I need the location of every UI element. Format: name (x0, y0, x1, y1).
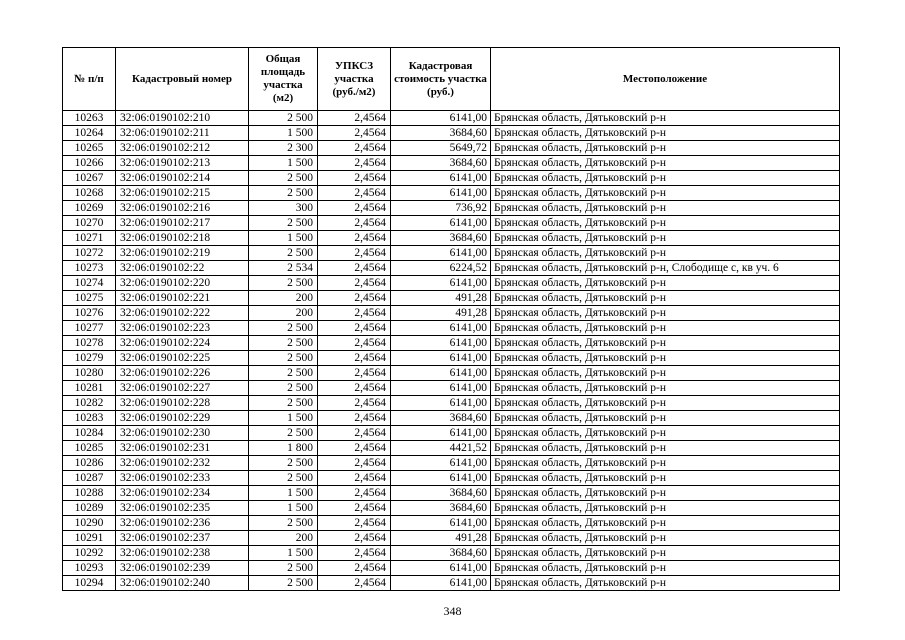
cell-location: Брянская область, Дятьковский р-н (491, 501, 840, 516)
cell-location: Брянская область, Дятьковский р-н (491, 231, 840, 246)
cell-upksz: 2,4564 (318, 546, 391, 561)
cell-cadastral-number: 32:06:0190102:227 (116, 381, 249, 396)
cell-cadastral-cost: 3684,60 (391, 126, 491, 141)
cell-cadastral-cost: 6141,00 (391, 186, 491, 201)
cell-cadastral-number: 32:06:0190102:231 (116, 441, 249, 456)
table-row (63, 306, 840, 321)
cell-upksz: 2,4564 (318, 471, 391, 486)
cell-area: 2 500 (249, 171, 318, 186)
cell-cadastral-number: 32:06:0190102:221 (116, 291, 249, 306)
cell-row-number: 10287 (63, 471, 116, 486)
cell-location: Брянская область, Дятьковский р-н (491, 201, 840, 216)
cell-upksz: 2,4564 (318, 366, 391, 381)
table-row (63, 261, 840, 276)
cell-cadastral-number: 32:06:0190102:213 (116, 156, 249, 171)
cell-cadastral-number: 32:06:0190102:210 (116, 111, 249, 126)
cell-cadastral-cost: 491,28 (391, 531, 491, 546)
cell-cadastral-number: 32:06:0190102:224 (116, 336, 249, 351)
cell-location: Брянская область, Дятьковский р-н (491, 366, 840, 381)
cell-cadastral-number: 32:06:0190102:236 (116, 516, 249, 531)
cell-row-number: 10283 (63, 411, 116, 426)
cell-location: Брянская область, Дятьковский р-н, Слободище с, кв уч. 6 (491, 261, 840, 276)
cell-row-number: 10271 (63, 231, 116, 246)
cell-row-number: 10293 (63, 561, 116, 576)
cell-area: 1 800 (249, 441, 318, 456)
cell-cadastral-cost: 6141,00 (391, 366, 491, 381)
table-row (63, 186, 840, 201)
table-row (63, 411, 840, 426)
cell-location: Брянская область, Дятьковский р-н (491, 246, 840, 261)
table-header (63, 48, 840, 111)
table-row (63, 501, 840, 516)
table-row (63, 171, 840, 186)
cadastral-table (62, 47, 840, 591)
cell-cadastral-number: 32:06:0190102:237 (116, 531, 249, 546)
cell-upksz: 2,4564 (318, 486, 391, 501)
cell-cadastral-number: 32:06:0190102:233 (116, 471, 249, 486)
cell-row-number: 10272 (63, 246, 116, 261)
cell-area: 2 500 (249, 396, 318, 411)
table-row (63, 246, 840, 261)
cell-row-number: 10291 (63, 531, 116, 546)
header-row (63, 48, 840, 111)
cell-cadastral-number: 32:06:0190102:218 (116, 231, 249, 246)
cell-upksz: 2,4564 (318, 141, 391, 156)
cell-row-number: 10270 (63, 216, 116, 231)
cell-area: 2 500 (249, 111, 318, 126)
cadastral-table-container (62, 47, 839, 591)
cell-row-number: 10288 (63, 486, 116, 501)
table-row (63, 561, 840, 576)
cell-upksz: 2,4564 (318, 441, 391, 456)
cell-upksz: 2,4564 (318, 516, 391, 531)
table-row (63, 441, 840, 456)
cell-cadastral-number: 32:06:0190102:228 (116, 396, 249, 411)
cell-cadastral-cost: 6141,00 (391, 381, 491, 396)
cell-location: Брянская область, Дятьковский р-н (491, 276, 840, 291)
cell-area: 1 500 (249, 486, 318, 501)
table-row (63, 396, 840, 411)
cell-area: 1 500 (249, 501, 318, 516)
cell-upksz: 2,4564 (318, 351, 391, 366)
table-row (63, 126, 840, 141)
cell-location: Брянская область, Дятьковский р-н (491, 156, 840, 171)
cell-area: 200 (249, 531, 318, 546)
cell-area: 2 500 (249, 561, 318, 576)
cell-location: Брянская область, Дятьковский р-н (491, 336, 840, 351)
cell-area: 2 500 (249, 516, 318, 531)
cell-location: Брянская область, Дятьковский р-н (491, 441, 840, 456)
cell-area: 300 (249, 201, 318, 216)
cell-row-number: 10268 (63, 186, 116, 201)
page-number: 348 (443, 604, 462, 618)
cell-upksz: 2,4564 (318, 321, 391, 336)
cell-cadastral-cost: 6141,00 (391, 516, 491, 531)
cell-cadastral-number: 32:06:0190102:214 (116, 171, 249, 186)
cell-cadastral-cost: 6141,00 (391, 111, 491, 126)
cell-location: Брянская область, Дятьковский р-н (491, 531, 840, 546)
table-body (63, 111, 840, 591)
cell-cadastral-cost: 3684,60 (391, 486, 491, 501)
cell-row-number: 10269 (63, 201, 116, 216)
cell-area: 1 500 (249, 546, 318, 561)
table-row (63, 486, 840, 501)
cell-cadastral-number: 32:06:0190102:211 (116, 126, 249, 141)
cell-location: Брянская область, Дятьковский р-н (491, 426, 840, 441)
cell-upksz: 2,4564 (318, 126, 391, 141)
cell-row-number: 10279 (63, 351, 116, 366)
cell-area: 2 500 (249, 276, 318, 291)
header-area: Общая площадь участка (м2) (249, 48, 318, 111)
cell-location: Брянская область, Дятьковский р-н (491, 546, 840, 561)
cell-area: 200 (249, 291, 318, 306)
cell-cadastral-number: 32:06:0190102:235 (116, 501, 249, 516)
cell-upksz: 2,4564 (318, 396, 391, 411)
cell-area: 2 500 (249, 186, 318, 201)
cell-row-number: 10264 (63, 126, 116, 141)
cell-area: 2 500 (249, 336, 318, 351)
table-row (63, 531, 840, 546)
cell-cadastral-cost: 6141,00 (391, 321, 491, 336)
cell-cadastral-cost: 3684,60 (391, 501, 491, 516)
cell-location: Брянская область, Дятьковский р-н (491, 561, 840, 576)
header-upksz: УПКСЗ участка (руб./м2) (318, 48, 391, 111)
cell-location: Брянская область, Дятьковский р-н (491, 351, 840, 366)
cell-cadastral-number: 32:06:0190102:223 (116, 321, 249, 336)
cell-cadastral-cost: 6141,00 (391, 276, 491, 291)
cell-row-number: 10277 (63, 321, 116, 336)
cell-cadastral-number: 32:06:0190102:230 (116, 426, 249, 441)
cell-cadastral-cost: 6224,52 (391, 261, 491, 276)
cell-row-number: 10263 (63, 111, 116, 126)
cell-location: Брянская область, Дятьковский р-н (491, 141, 840, 156)
cell-cadastral-cost: 3684,60 (391, 411, 491, 426)
cell-cadastral-cost: 6141,00 (391, 471, 491, 486)
cell-cadastral-cost: 3684,60 (391, 156, 491, 171)
cell-row-number: 10276 (63, 306, 116, 321)
cell-area: 1 500 (249, 126, 318, 141)
cell-cadastral-number: 32:06:0190102:225 (116, 351, 249, 366)
cell-cadastral-cost: 6141,00 (391, 396, 491, 411)
cell-location: Брянская область, Дятьковский р-н (491, 291, 840, 306)
cell-upksz: 2,4564 (318, 156, 391, 171)
cell-cadastral-cost: 6141,00 (391, 576, 491, 591)
cell-area: 200 (249, 306, 318, 321)
cell-location: Брянская область, Дятьковский р-н (491, 396, 840, 411)
cell-cadastral-number: 32:06:0190102:232 (116, 456, 249, 471)
cell-cadastral-cost: 6141,00 (391, 426, 491, 441)
cell-cadastral-number: 32:06:0190102:239 (116, 561, 249, 576)
cell-row-number: 10282 (63, 396, 116, 411)
cell-location: Брянская область, Дятьковский р-н (491, 171, 840, 186)
cell-cadastral-number: 32:06:0190102:229 (116, 411, 249, 426)
cell-upksz: 2,4564 (318, 426, 391, 441)
cell-cadastral-cost: 6141,00 (391, 171, 491, 186)
cell-cadastral-number: 32:06:0190102:240 (116, 576, 249, 591)
cell-upksz: 2,4564 (318, 576, 391, 591)
cell-cadastral-cost: 6141,00 (391, 456, 491, 471)
cell-location: Брянская область, Дятьковский р-н (491, 186, 840, 201)
cell-cadastral-number: 32:06:0190102:212 (116, 141, 249, 156)
cell-cadastral-number: 32:06:0190102:22 (116, 261, 249, 276)
cell-area: 1 500 (249, 411, 318, 426)
cell-location: Брянская область, Дятьковский р-н (491, 111, 840, 126)
table-row (63, 321, 840, 336)
cell-upksz: 2,4564 (318, 531, 391, 546)
cell-location: Брянская область, Дятьковский р-н (491, 126, 840, 141)
cell-cadastral-cost: 6141,00 (391, 246, 491, 261)
cell-location: Брянская область, Дятьковский р-н (491, 576, 840, 591)
cell-upksz: 2,4564 (318, 291, 391, 306)
cell-upksz: 2,4564 (318, 171, 391, 186)
cell-cadastral-cost: 6141,00 (391, 336, 491, 351)
table-row (63, 156, 840, 171)
table-row (63, 276, 840, 291)
header-location: Местоположение (491, 48, 840, 111)
cell-cadastral-number: 32:06:0190102:217 (116, 216, 249, 231)
table-row (63, 336, 840, 351)
cell-area: 2 500 (249, 246, 318, 261)
cell-area: 1 500 (249, 156, 318, 171)
cell-upksz: 2,4564 (318, 381, 391, 396)
table-row (63, 546, 840, 561)
cell-cadastral-number: 32:06:0190102:220 (116, 276, 249, 291)
cell-location: Брянская область, Дятьковский р-н (491, 456, 840, 471)
cell-row-number: 10278 (63, 336, 116, 351)
cell-cadastral-cost: 6141,00 (391, 561, 491, 576)
table-row (63, 426, 840, 441)
cell-row-number: 10266 (63, 156, 116, 171)
cell-location: Брянская область, Дятьковский р-н (491, 411, 840, 426)
cell-row-number: 10290 (63, 516, 116, 531)
cell-upksz: 2,4564 (318, 501, 391, 516)
cell-cadastral-cost: 3684,60 (391, 231, 491, 246)
table-row (63, 351, 840, 366)
cell-upksz: 2,4564 (318, 201, 391, 216)
cell-cadastral-number: 32:06:0190102:234 (116, 486, 249, 501)
cell-row-number: 10273 (63, 261, 116, 276)
cell-area: 2 500 (249, 366, 318, 381)
cell-cadastral-number: 32:06:0190102:238 (116, 546, 249, 561)
cell-row-number: 10275 (63, 291, 116, 306)
header-cadastral-cost: Кадастровая стоимость участка (руб.) (391, 48, 491, 111)
cell-area: 2 500 (249, 456, 318, 471)
cell-row-number: 10267 (63, 171, 116, 186)
cell-area: 2 500 (249, 321, 318, 336)
cell-location: Брянская область, Дятьковский р-н (491, 471, 840, 486)
cell-row-number: 10280 (63, 366, 116, 381)
cell-upksz: 2,4564 (318, 186, 391, 201)
cell-location: Брянская область, Дятьковский р-н (491, 321, 840, 336)
cell-location: Брянская область, Дятьковский р-н (491, 216, 840, 231)
cell-upksz: 2,4564 (318, 111, 391, 126)
cell-upksz: 2,4564 (318, 411, 391, 426)
cell-cadastral-cost: 3684,60 (391, 546, 491, 561)
cell-cadastral-number: 32:06:0190102:222 (116, 306, 249, 321)
cell-upksz: 2,4564 (318, 246, 391, 261)
table-row (63, 576, 840, 591)
cell-upksz: 2,4564 (318, 231, 391, 246)
cell-location: Брянская область, Дятьковский р-н (491, 516, 840, 531)
cell-area: 2 500 (249, 471, 318, 486)
cell-row-number: 10284 (63, 426, 116, 441)
cell-upksz: 2,4564 (318, 456, 391, 471)
cell-row-number: 10294 (63, 576, 116, 591)
cell-upksz: 2,4564 (318, 261, 391, 276)
cell-location: Брянская область, Дятьковский р-н (491, 486, 840, 501)
cell-cadastral-cost: 491,28 (391, 291, 491, 306)
cell-area: 2 534 (249, 261, 318, 276)
cell-area: 1 500 (249, 231, 318, 246)
cell-upksz: 2,4564 (318, 216, 391, 231)
table-row (63, 471, 840, 486)
cell-row-number: 10292 (63, 546, 116, 561)
table-row (63, 231, 840, 246)
cell-cadastral-cost: 736,92 (391, 201, 491, 216)
table-row (63, 111, 840, 126)
table-row (63, 366, 840, 381)
cell-cadastral-number: 32:06:0190102:216 (116, 201, 249, 216)
cell-upksz: 2,4564 (318, 306, 391, 321)
cell-upksz: 2,4564 (318, 276, 391, 291)
cell-cadastral-cost: 4421,52 (391, 441, 491, 456)
cell-area: 2 500 (249, 426, 318, 441)
cell-area: 2 500 (249, 216, 318, 231)
table-row (63, 381, 840, 396)
table-row (63, 216, 840, 231)
cell-cadastral-number: 32:06:0190102:226 (116, 366, 249, 381)
header-num: № п/п (63, 48, 116, 111)
cell-cadastral-cost: 5649,72 (391, 141, 491, 156)
cell-row-number: 10274 (63, 276, 116, 291)
cell-upksz: 2,4564 (318, 336, 391, 351)
cell-row-number: 10265 (63, 141, 116, 156)
cell-area: 2 500 (249, 576, 318, 591)
cell-location: Брянская область, Дятьковский р-н (491, 306, 840, 321)
cell-location: Брянская область, Дятьковский р-н (491, 381, 840, 396)
cell-cadastral-cost: 491,28 (391, 306, 491, 321)
cell-upksz: 2,4564 (318, 561, 391, 576)
header-cadastral-number: Кадастровый номер (116, 48, 249, 111)
cell-area: 2 500 (249, 381, 318, 396)
table-row (63, 516, 840, 531)
table-row (63, 291, 840, 306)
cell-row-number: 10286 (63, 456, 116, 471)
cell-area: 2 500 (249, 351, 318, 366)
cell-row-number: 10289 (63, 501, 116, 516)
cell-cadastral-number: 32:06:0190102:219 (116, 246, 249, 261)
table-row (63, 201, 840, 216)
cell-cadastral-number: 32:06:0190102:215 (116, 186, 249, 201)
cell-row-number: 10285 (63, 441, 116, 456)
cell-cadastral-cost: 6141,00 (391, 351, 491, 366)
table-row (63, 456, 840, 471)
table-row (63, 141, 840, 156)
cell-area: 2 300 (249, 141, 318, 156)
cell-row-number: 10281 (63, 381, 116, 396)
cell-cadastral-cost: 6141,00 (391, 216, 491, 231)
